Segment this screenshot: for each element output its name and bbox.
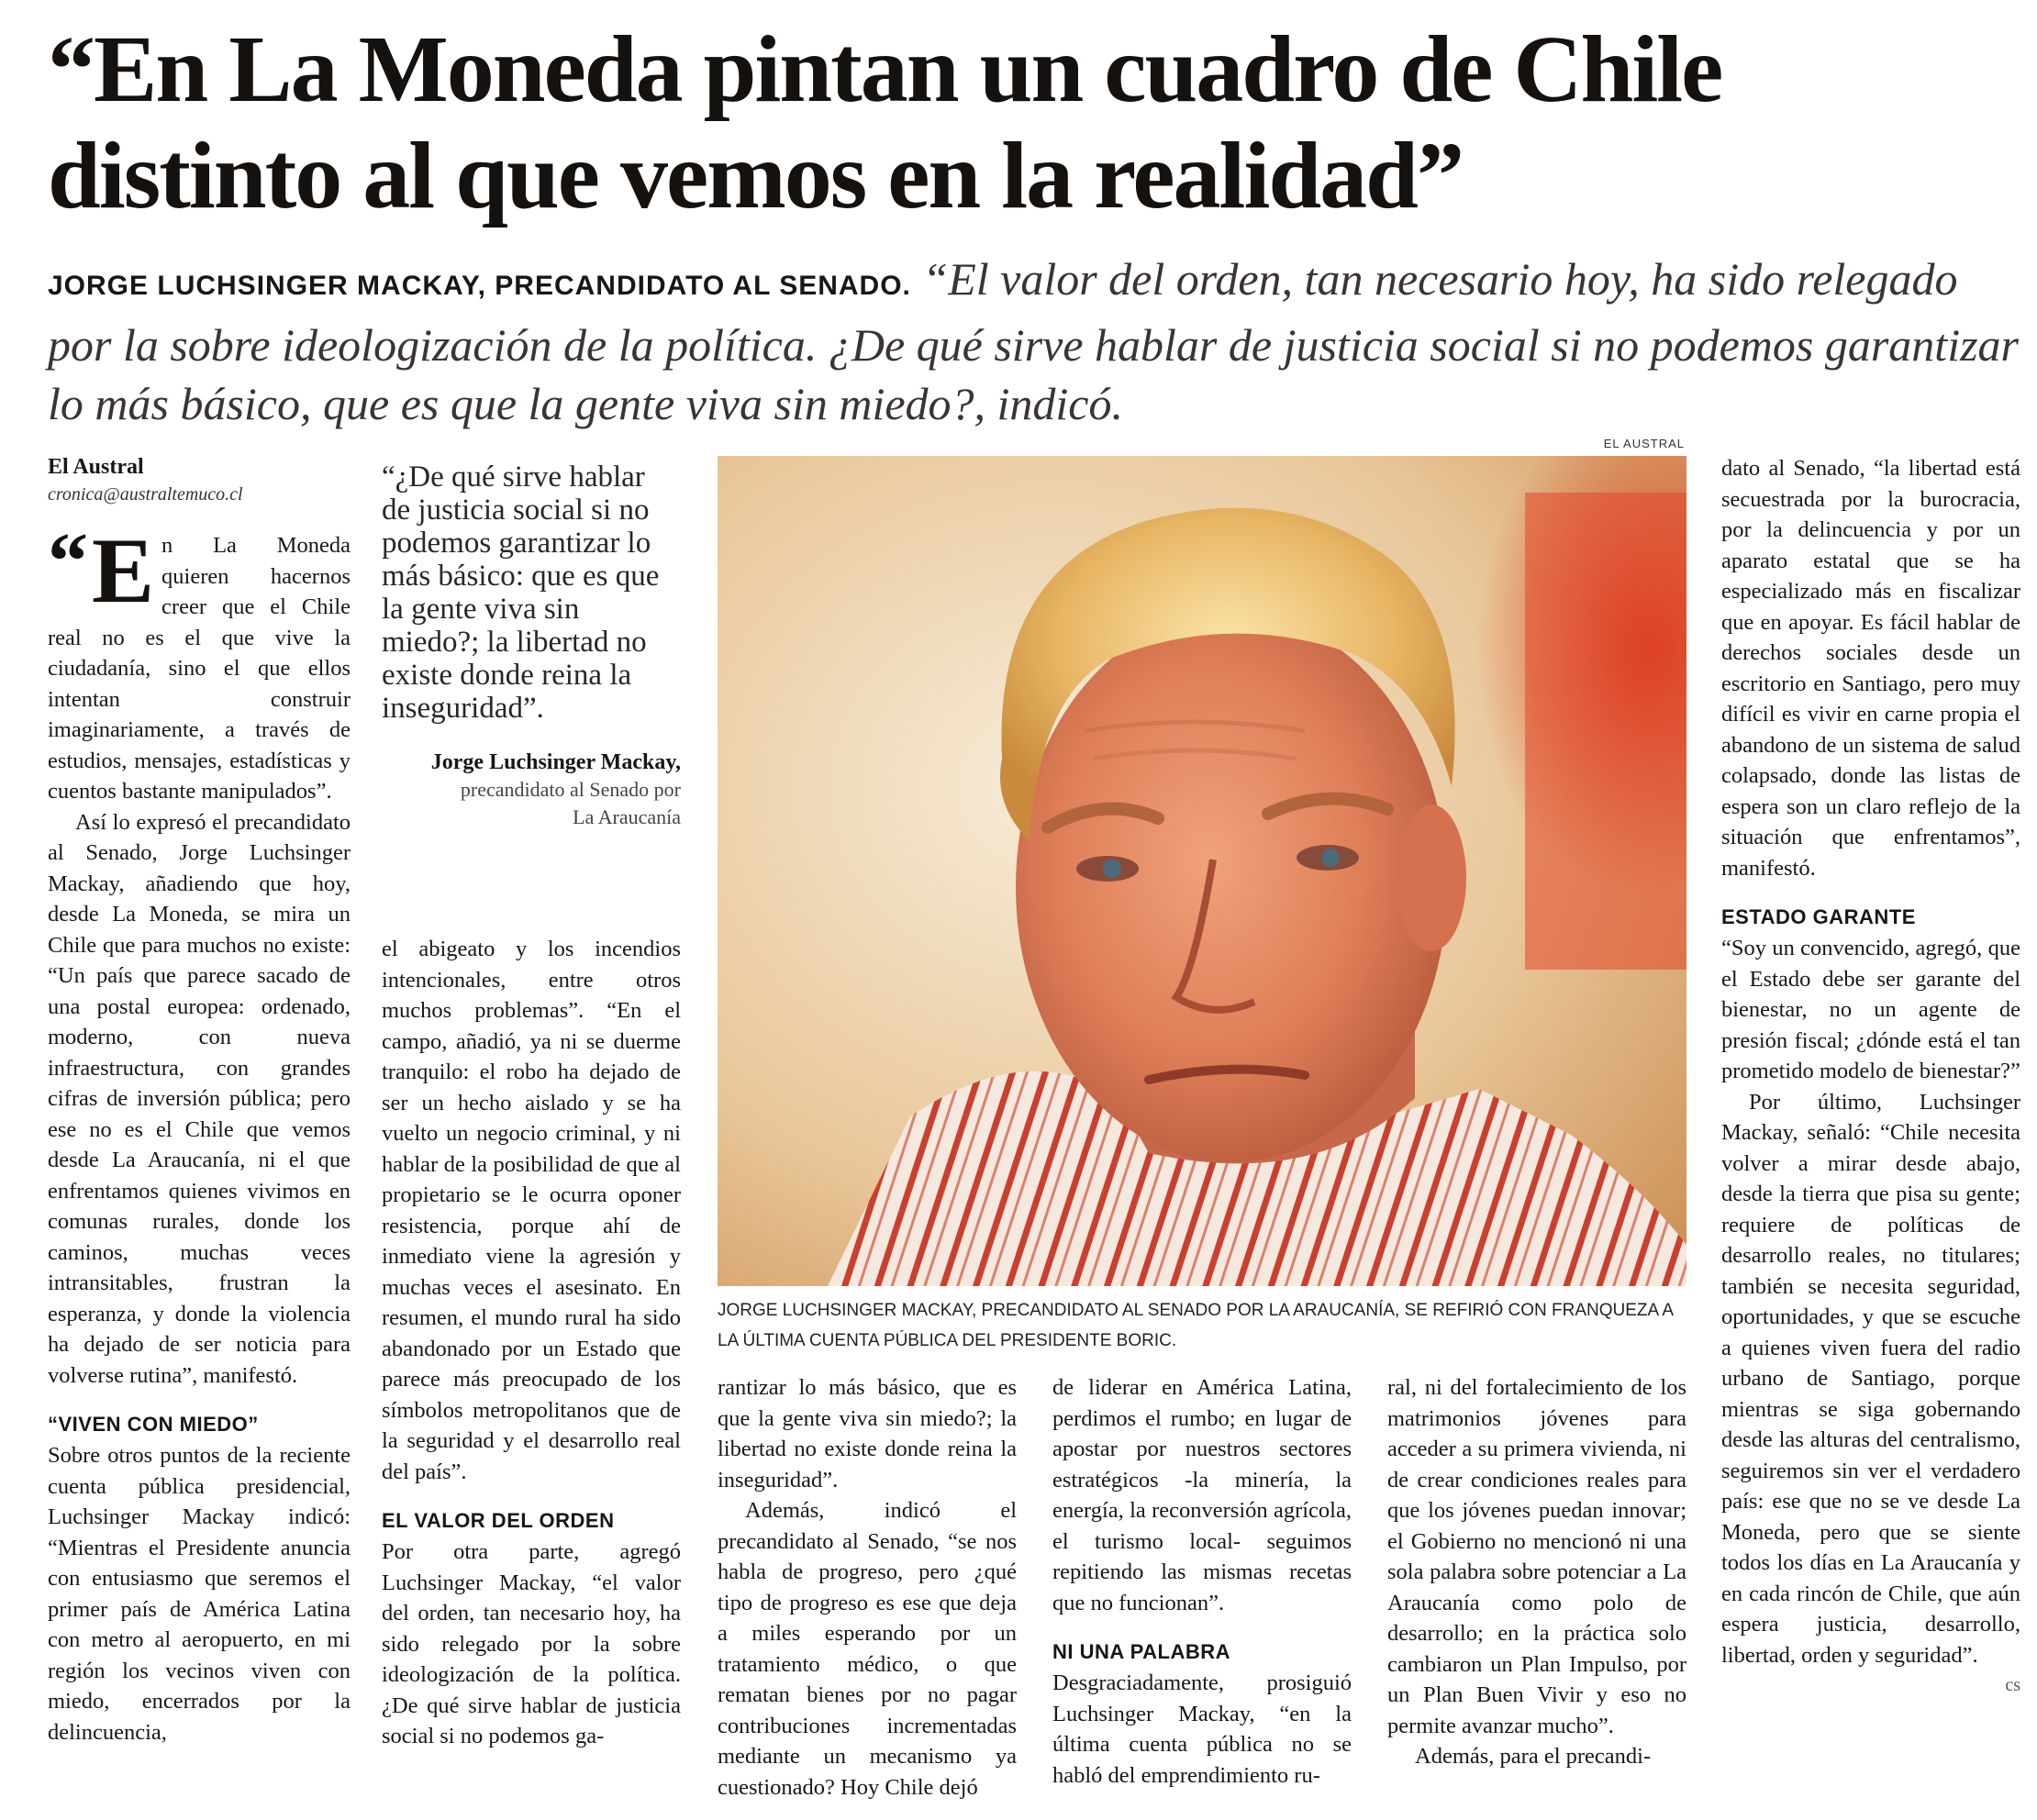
subhead-viven-con-miedo: “VIVEN CON MIEDO” <box>48 1413 259 1436</box>
portrait-photo <box>718 456 1686 1286</box>
body-paragraph: Desgraciadamente, prosiguió Luchsinger Mackay, “en la última cuenta pública no se habló del emprendimiento ru- <box>1052 1670 1352 1788</box>
pull-quote <box>382 461 681 831</box>
lead-paragraph <box>48 517 351 807</box>
byline-email[interactable]: cronica@australtemuco.cl <box>48 484 243 505</box>
headline: “En La Moneda pintan un cuadro de Chile distinto al que vemos en la realidad” <box>48 17 1722 228</box>
deck-text: “El valor del orden, tan necesario hoy, ha sido relegado por la sobre ideologización de la política. ¿De qué sirve hablar de justicia social si no podemos garantizar lo más básico, que es que la gente viva sin miedo?, indicó. <box>48 253 2019 429</box>
end-mark: cs <box>2005 1675 2020 1695</box>
photo-credit: EL AUSTRAL <box>1603 437 1685 450</box>
column-3 <box>718 1372 1017 1803</box>
column-1 <box>48 453 351 1748</box>
body-paragraph: Así lo expresó el precandidato al Senado, Jorge Luchsinger Mackay, añadiendo que hoy, desde La Moneda, se mira un Chile que para muchos no existe: “Un país que parece sacado de una postal europea: ordenado, moderno, con nueva infraestructura, con grandes cifras de inversión pública; pero ese no es el Chile que vemos desde La Araucanía, ni el que enfrentamos quienes vivimos en comunas rurales, donde los caminos, muchas veces intransitables, frustran la esperanza, y donde la violencia ha dejado de ser noticia para volverse rutina”, manifestó. <box>48 809 351 1388</box>
open-quote-mark: “ <box>48 517 88 606</box>
body-paragraph: Además, para el precandi- <box>1415 1744 1652 1769</box>
deck <box>48 250 2020 433</box>
portrait-illustration <box>718 456 1686 1286</box>
body-paragraph: Por otra parte, agregó Luchsinger Mackay, “el valor del orden, tan necesario hoy, ha sido relegado por la sobre ideologización de la política. ¿De qué sirve hablar de justicia social si no podemos ga- <box>382 1539 681 1748</box>
subhead-el-valor-del-orden: EL VALOR DEL ORDEN <box>382 1509 615 1532</box>
pull-quote-author: Jorge Luchsinger Mackay, <box>430 750 681 774</box>
body-paragraph: “Soy un convencido, agregó, que el Estado debe ser garante del bienestar, no un agente de presión fiscal; ¿dónde está el tan prometido modelo de bienestar?” <box>1721 936 2020 1083</box>
column-2 <box>382 934 681 1752</box>
closing-text: Por último, Luchsinger Mackay, señaló: “Chile necesita volver a mirar desde abajo, desde la tierra que pisa su gente; requiere de políticas de desarrollo reales, no titulares; también se necesita seguridad, oportunidades, y que se escuche a quienes viven fuera del radio urbano de Santiago, porque mientras se siga gobernando desde las alturas del centralismo, seguiremos sin ver el verdadero país: ese que no se ve desde La Moneda, pero que se siente todos los días en La Araucanía y en cada rincón de Chile, que aún espera justicia, desarrollo, libertad, orden y seguridad”. <box>1721 1089 2020 1668</box>
body-paragraph: Sobre otros puntos de la reciente cuenta pública presidencial, Luchsinger Mackay indicó: “Mientras el Presidente anuncia con entusiasmo que seremos el primer país de América Latina con metro al aeropuerto, en mi región los vecinos viven con miedo, encerrados por la delincuencia, <box>48 1443 351 1745</box>
column-6 <box>1721 453 2020 1702</box>
body-paragraph: rantizar lo más básico, que es que la gente viva sin miedo?; la libertad no existe donde reina la inseguridad”. <box>718 1375 1017 1493</box>
deck-kicker: JORGE LUCHSINGER MACKAY, PRECANDIDATO AL SENADO. <box>48 271 911 301</box>
photo-caption: JORGE LUCHSINGER MACKAY, PRECANDIDATO AL SENADO POR LA ARAUCANÍA, SE REFIRIÓ CON FRANQUEZA A LA ÚLTIMA CUENTA PÚBLICA DEL PRESIDENTE BORIC. <box>718 1301 1674 1350</box>
body-paragraph <box>1721 1087 2020 1695</box>
subhead-estado-garante: ESTADO GARANTE <box>1721 905 1916 928</box>
pull-quote-role: precandidato al Senado por La Araucanía <box>460 778 681 828</box>
body-paragraph: de liderar en América Latina, perdimos el rumbo; en lugar de apostar por nuestros sectores estratégicos -la minería, la energía, la reconversión agrícola, el turismo local- seguimos repitiendo las mismas recetas que no funcionan”. <box>1052 1375 1352 1615</box>
body-paragraph: dato al Senado, “la libertad está secuestrada por la burocracia, por la delincuencia y por un aparato estatal que se ha especializado más en fiscalizar que en apoyar. Es fácil hablar de derechos sociales desde un escritorio en Santiago, pero muy difícil es vivir en carne propia el abandono de un sistema de salud colapsado, donde las listas de espera son un claro reflejo de la situación que enfrentamos”, manifestó. <box>1721 456 2020 881</box>
lead-text: n La Moneda quieren hacernos creer que el Chile real no es el que vive la ciudadanía, sino el que ellos intentan construir imaginariamente, a través de estudios, mensajes, estadísticas y cuentos bastante manipulados”. <box>48 533 351 804</box>
dropcap: E <box>92 519 155 623</box>
body-paragraph: Además, indicó el precandidato al Senado, “se nos habla de progreso, pero ¿qué tipo de progreso es ese que deja a miles esperando por un tratamiento médico, o que rematan bienes por no pagar contribuciones incrementadas mediante un mecanismo ya cuestionado? Hoy Chile dejó <box>718 1498 1017 1800</box>
pull-quote-text: “¿De qué sirve hablar de justicia social si no podemos garantizar lo más básico: que es que la gente viva sin miedo?; la libertad no existe donde reina la inseguridad”. <box>382 461 660 725</box>
column-5 <box>1387 1372 1686 1772</box>
column-4 <box>1052 1372 1352 1791</box>
byline: El Austral <box>48 455 144 479</box>
body-paragraph: el abigeato y los incendios intencionales, entre otros muchos problemas”. “En el campo, añadió, ya ni se duerme tranquilo: el robo ha dejado de ser un hecho aislado y se ha vuelto un negocio criminal, y ni hablar de la posibilidad de que al propietario se le ocurra oponer resistencia, porque ahí de inmediato viene la agresión y muchas veces el asesinato. En resumen, el mundo rural ha sido abandonado por un Estado que parece más preocupado de los símbolos metropolitanos que de la seguridad y el desarrollo real del país”. <box>382 937 681 1484</box>
body-paragraph: ral, ni del fortalecimiento de los matrimonios jóvenes para acceder a su primera vivienda, ni de crear condiciones reales para que los jóvenes puedan innovar; el Gobierno no mencionó ni una sola palabra sobre potenciar a La Araucanía como polo de desarrollo; en la práctica solo cambiaron un Plan Impulso, por un Plan Buen Vivir y eso no permite avanzar mucho”. <box>1387 1375 1686 1738</box>
subhead-ni-una-palabra: NI UNA PALABRA <box>1052 1640 1230 1663</box>
